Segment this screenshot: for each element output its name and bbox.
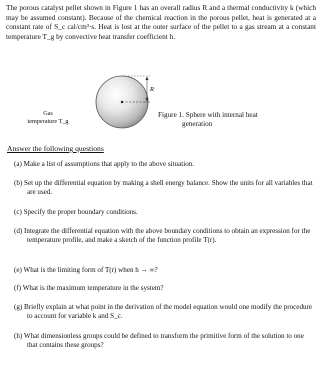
sphere-diagram	[0, 66, 323, 146]
figure-caption	[158, 111, 308, 129]
question-g: (g) Briefly explain at what point in the derivation of the model equation would one modify the procedure to account for variable k and S_c.	[14, 303, 313, 320]
question-a: (a) Make a list of assumptions that apply to the above situation.	[14, 160, 195, 168]
question-e: (e) What is the limiting form of T(r) when h → ∞?	[14, 266, 158, 274]
gas-label-line1: Gas	[43, 110, 53, 117]
problem-statement: The porous catalyst pellet shown in Figure 1 has an overall radius R and a thermal conductivity k (which may be assumed constant). Because of the chemical reaction in the porous pellet, heat is generated at a constant rate of S_c cal/cm³·s. Heat is lost at the outer surface of the pellet to a gas stream at a constant temperature T_g by convective heat transfer coefficient h.	[6, 3, 316, 41]
question-d: (d) Integrate the differential equation with the above boundary conditions to obtain an expression for the temperature profile, and make a sketch of the function profile T(r).	[14, 227, 311, 244]
question-h: (h) What dimensionless groups could be defined to transform the primitive form of the solution to one that contains these groups?	[14, 332, 304, 349]
radius-label: R	[150, 86, 154, 93]
question-b: (b) Set up the differential equation by making a shell energy balance. Show the units for all variables that are used.	[14, 179, 313, 196]
section-heading: Answer the following questions	[7, 144, 104, 153]
caption-line2: generation	[182, 120, 213, 128]
question-c: (c) Specify the proper boundary conditions.	[14, 208, 138, 216]
figure-1	[0, 66, 323, 146]
question-f: (f) What is the maximum temperature in the system?	[14, 284, 164, 292]
arrowhead-up	[146, 77, 149, 81]
gas-temperature-label	[18, 110, 78, 126]
caption-line1: Figure 1. Sphere with internal heat	[158, 111, 258, 119]
gas-label-line2: temperature T_g	[27, 118, 69, 125]
